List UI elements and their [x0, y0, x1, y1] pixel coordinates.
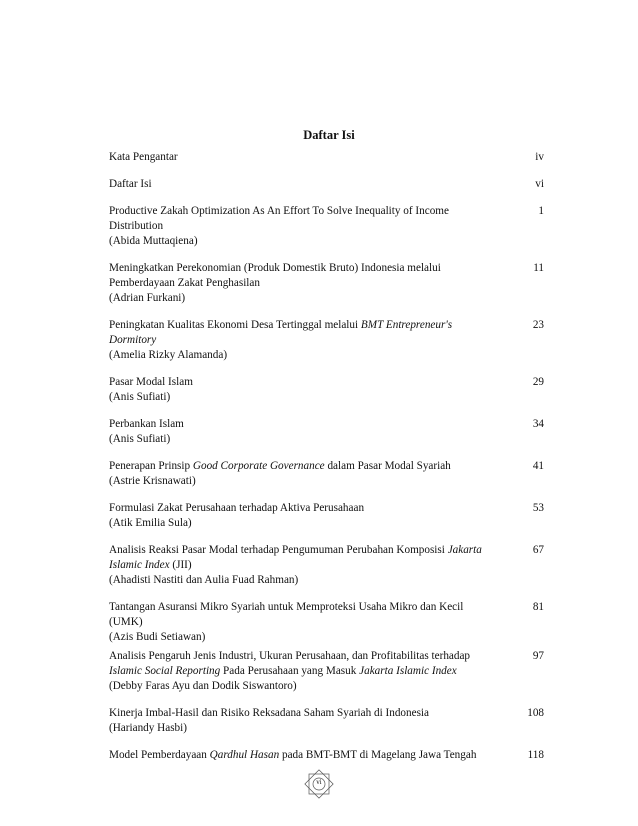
toc-entry — [109, 501, 544, 531]
entry-authors: (Abida Muttaqiena) — [109, 235, 198, 247]
entry-title: Kata Pengantar — [109, 151, 178, 163]
entry-page-number: vi — [535, 178, 544, 190]
entry-page-number: 29 — [532, 376, 544, 388]
entry-title-italic: Jakarta Islamic Index — [359, 665, 457, 677]
entry-title-italic: Jakarta — [447, 544, 482, 556]
entry-title: Pada Perusahaan yang Masuk — [220, 665, 360, 677]
entry-title: Perbankan Islam — [109, 418, 184, 430]
entry-authors: (Hariandy Hasbi) — [109, 722, 187, 734]
entry-page-number: 34 — [532, 418, 544, 430]
toc-entry — [109, 417, 544, 447]
entry-title-italic: BMT Entrepreneur's — [360, 319, 453, 331]
entry-title-italic: Dormitory — [109, 334, 157, 346]
entry-title-italic: Good Corporate Governance — [192, 460, 325, 472]
entry-page-number: 118 — [527, 749, 544, 761]
entry-title: Pasar Modal Islam — [109, 376, 193, 388]
entry-title-italic: Islamic Social Reporting — [109, 665, 221, 677]
entry-page-number: 97 — [532, 650, 544, 662]
toc-entry — [109, 177, 544, 192]
page-footer-ornament — [303, 768, 335, 800]
toc-entry — [109, 748, 544, 763]
entry-title: (JII) — [169, 559, 192, 571]
entry-authors: (Astrie Krisnawati) — [109, 475, 196, 487]
entry-page-number: 108 — [527, 707, 544, 719]
page-title: Daftar Isi — [303, 128, 355, 142]
entry-title: Penerapan Prinsip — [109, 460, 193, 472]
entry-authors: (Anis Sufiati) — [109, 391, 171, 403]
entry-authors: (Debby Faras Ayu dan Dodik Siswantoro) — [109, 680, 297, 692]
entry-title: Tantangan Asuransi Mikro Syariah untuk Memproteksi Usaha Mikro dan Kecil — [109, 601, 464, 613]
entry-title: (UMK) — [109, 616, 143, 628]
entry-title: Model Pemberdayaan — [109, 749, 210, 761]
entry-title: Meningkatkan Perekonomian (Produk Domestik Bruto) Indonesia melalui — [109, 262, 441, 274]
entry-page-number: iv — [535, 151, 544, 163]
entry-title: pada BMT-BMT di Magelang Jawa Tengah — [279, 749, 477, 761]
entry-authors: (Atik Emilia Sula) — [109, 517, 192, 529]
toc-entry — [109, 261, 544, 306]
entry-page-number: 53 — [532, 502, 544, 514]
entry-title: Peningkatan Kualitas Ekonomi Desa Tertinggal melalui — [109, 319, 361, 331]
toc-entry — [109, 459, 544, 489]
entry-title: Pemberdayaan Zakat Penghasilan — [109, 277, 260, 289]
toc-entry — [109, 600, 544, 645]
toc-entry — [109, 543, 544, 588]
entry-authors: (Azis Budi Setiawan) — [109, 631, 206, 643]
entry-page-number: 81 — [532, 601, 544, 613]
entry-authors: (Amelia Rizky Alamanda) — [109, 349, 228, 361]
footer-page-number: vi — [316, 778, 322, 786]
entry-page-number: 41 — [532, 460, 544, 472]
entry-authors: (Anis Sufiati) — [109, 433, 171, 445]
entry-page-number: 11 — [533, 262, 544, 274]
entry-title-italic: Qardhul Hasan — [209, 749, 280, 761]
toc-entry — [109, 318, 544, 363]
entry-page-number: 23 — [532, 319, 544, 331]
table-of-contents — [109, 150, 544, 775]
entry-page-number: 67 — [532, 544, 544, 556]
entry-title-italic: Islamic Index — [109, 559, 170, 571]
toc-entry — [109, 150, 544, 165]
toc-entry — [109, 649, 544, 694]
toc-entry — [109, 375, 544, 405]
entry-authors: (Ahadisti Nastiti dan Aulia Fuad Rahman) — [109, 574, 299, 586]
entry-title: Analisis Reaksi Pasar Modal terhadap Pengumuman Perubahan Komposisi — [109, 544, 448, 556]
entry-page-number: 1 — [538, 205, 544, 217]
toc-entry — [109, 706, 544, 736]
entry-title: Analisis Pengaruh Jenis Industri, Ukuran Perusahaan, dan Profitabilitas terhadap — [109, 650, 471, 662]
entry-title: Productive Zakah Optimization As An Effort To Solve Inequality of Income — [109, 205, 449, 217]
entry-title: Daftar Isi — [109, 178, 152, 190]
entry-title: Kinerja Imbal-Hasil dan Risiko Reksadana Saham Syariah di Indonesia — [109, 707, 430, 719]
entry-authors: (Adrian Furkani) — [109, 292, 186, 304]
entry-title: dalam Pasar Modal Syariah — [324, 460, 451, 472]
entry-title: Distribution — [109, 220, 164, 232]
entry-title: Formulasi Zakat Perusahaan terhadap Aktiva Perusahaan — [109, 502, 365, 514]
toc-entry — [109, 204, 544, 249]
